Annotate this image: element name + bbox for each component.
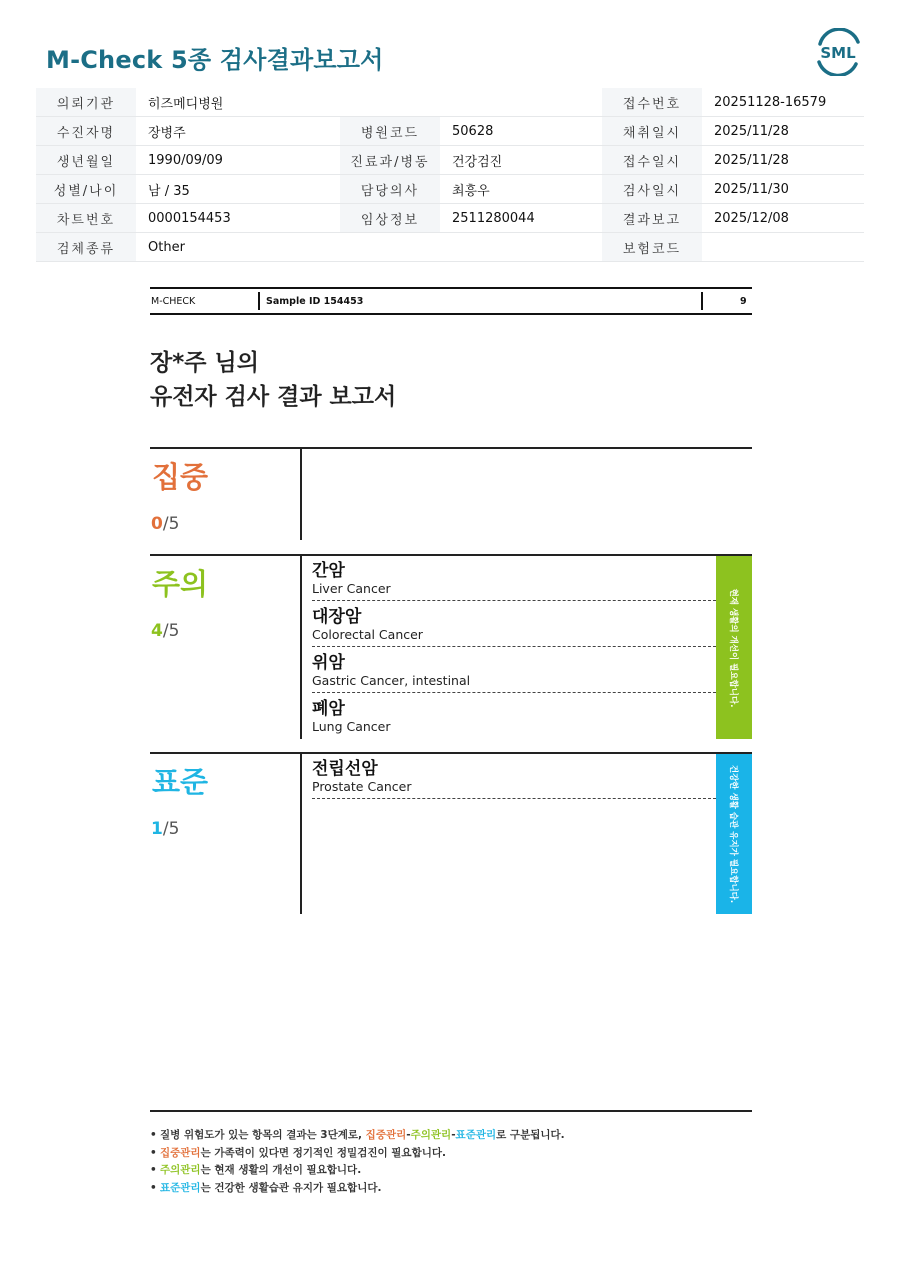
- bullet: •: [150, 1129, 157, 1141]
- value-patient-name: 장병주: [136, 117, 340, 146]
- bullet: •: [150, 1181, 157, 1194]
- item-name-en: Lung Cancer: [312, 719, 391, 734]
- label-department: 진료과/병동: [340, 146, 440, 175]
- item-name-ko: 폐암: [312, 699, 345, 719]
- value-report-date: 2025/12/08: [702, 204, 864, 233]
- item-name-ko: 위암: [312, 653, 345, 673]
- section-divider-standard: [300, 754, 302, 914]
- score-standard: [151, 819, 179, 839]
- label-clinical-info: 임상정보: [340, 204, 440, 233]
- info-row: [36, 175, 864, 204]
- section-rule-standard: [150, 752, 752, 754]
- result-item: [312, 653, 470, 689]
- item-name-en: Liver Cancer: [312, 581, 391, 596]
- label-birth-date: 생년월일: [36, 146, 136, 175]
- logo-text: SML: [820, 44, 856, 62]
- value-department: 건강검진: [440, 146, 602, 175]
- value-referring-institution: 히즈메디병원: [136, 88, 602, 117]
- value-birth-date: 1990/09/09: [136, 146, 340, 175]
- label-hospital-code: 병원코드: [340, 117, 440, 146]
- label-patient-name: 수진자명: [36, 117, 136, 146]
- label-doctor: 담당의사: [340, 175, 440, 204]
- score-count-caution: 4: [151, 621, 163, 641]
- score-total-caution: /5: [162, 621, 180, 641]
- note-caution-term: 주의관리: [410, 1129, 452, 1141]
- item-name-en: Colorectal Cancer: [312, 627, 423, 642]
- note-text: -: [451, 1129, 456, 1141]
- category-label-standard: 표준: [152, 765, 209, 799]
- note-text: -: [406, 1129, 411, 1141]
- report-title-line1: 장*주 님의: [150, 350, 259, 376]
- category-label-concentrate: 집중: [152, 460, 209, 494]
- result-item: [312, 699, 391, 735]
- standard-side-banner: [716, 754, 752, 914]
- label-insurance-code: 보험코드: [602, 233, 702, 262]
- bullet: •: [150, 1164, 157, 1176]
- value-collection-date: 2025/11/28: [702, 117, 864, 146]
- note-text: 질병 위험도가 있는 항목의 결과는 3단계로,: [160, 1129, 366, 1141]
- patient-info-table: [36, 88, 864, 262]
- note-text: 는 가족력이 있다면 정기적인 정밀검진이 필요합니다.: [200, 1146, 446, 1159]
- category-label-caution: 주의: [152, 567, 209, 601]
- value-receipt-number: 20251128-16579: [702, 88, 864, 117]
- note-line: [150, 1180, 752, 1198]
- item-name-ko: 간암: [312, 561, 345, 581]
- label-receipt-date: 접수일시: [602, 146, 702, 175]
- note-caution-term: 주의관리: [160, 1164, 201, 1176]
- note-text: 는 현재 생활의 개선이 필요합니다.: [200, 1164, 362, 1176]
- result-item: [312, 607, 423, 643]
- section-rule-concentrate: [150, 447, 752, 449]
- score-caution: [151, 621, 179, 641]
- header-divider: [258, 292, 260, 310]
- info-row: [36, 204, 864, 233]
- label-specimen-type: 검체종류: [36, 233, 136, 262]
- note-text: 로 구분됩니다.: [496, 1129, 565, 1141]
- score-count-standard: 1: [151, 819, 163, 839]
- item-name-en: Prostate Cancer: [312, 779, 412, 794]
- note-text: 는 건강한 생활습관 유지가 필요합니다.: [200, 1181, 382, 1194]
- result-item: [312, 561, 391, 597]
- header-sample-id: Sample ID 154453: [266, 296, 364, 307]
- bullet: •: [150, 1146, 157, 1159]
- header-brand: M-CHECK: [151, 296, 196, 307]
- label-referring-institution: 의뢰기관: [36, 88, 136, 117]
- note-line: [150, 1127, 752, 1145]
- header-divider: [701, 292, 703, 310]
- footer-notes: [150, 1127, 752, 1197]
- info-row: [36, 146, 864, 175]
- item-separator: [312, 600, 716, 601]
- score-total-concentrate: /5: [162, 514, 180, 534]
- score-count-concentrate: 0: [151, 514, 163, 534]
- header-top-rule: [150, 287, 752, 289]
- note-concentrate-term: 집중관리: [160, 1146, 201, 1159]
- label-chart-number: 차트번호: [36, 204, 136, 233]
- label-receipt-number: 접수번호: [602, 88, 702, 117]
- value-chart-number: 0000154453: [136, 204, 340, 233]
- item-name-ko: 전립선암: [312, 759, 378, 779]
- note-standard-term: 표준관리: [160, 1181, 201, 1194]
- sml-logo: [812, 28, 864, 76]
- note-concentrate-term: 집중관리: [365, 1129, 407, 1141]
- label-test-date: 검사일시: [602, 175, 702, 204]
- caution-side-banner: [716, 556, 752, 739]
- info-row: [36, 88, 864, 117]
- caution-side-text: 현재 생활의 개선이 필요합니다.: [728, 588, 738, 707]
- score-concentrate: [151, 514, 179, 534]
- footer-rule: [150, 1110, 752, 1112]
- item-separator: [312, 646, 716, 647]
- info-row: [36, 233, 864, 262]
- label-sex-age: 성별/나이: [36, 175, 136, 204]
- note-line: [150, 1162, 752, 1180]
- note-line: [150, 1145, 752, 1163]
- label-collection-date: 채취일시: [602, 117, 702, 146]
- item-separator: [312, 798, 716, 799]
- value-test-date: 2025/11/30: [702, 175, 864, 204]
- item-name-ko: 대장암: [312, 607, 362, 627]
- report-title: [150, 346, 396, 414]
- result-item: [312, 759, 411, 795]
- standard-side-text: 건강한 생활 습관 유지가 필요합니다.: [728, 764, 738, 904]
- value-insurance-code: [702, 233, 864, 262]
- score-total-standard: /5: [162, 819, 180, 839]
- value-hospital-code: 50628: [440, 117, 602, 146]
- item-separator: [312, 692, 716, 693]
- info-row: [36, 117, 864, 146]
- section-divider-concentrate: [300, 449, 302, 540]
- page-number: 9: [740, 296, 747, 307]
- value-doctor: 최흥우: [440, 175, 602, 204]
- note-standard-term: 표준관리: [455, 1129, 497, 1141]
- section-divider-caution: [300, 556, 302, 739]
- label-report-date: 결과보고: [602, 204, 702, 233]
- value-sex-age: 남 / 35: [136, 175, 340, 204]
- item-name-en: Gastric Cancer, intestinal: [312, 673, 471, 688]
- value-specimen-type: Other: [136, 233, 602, 262]
- value-clinical-info: 2511280044: [440, 204, 602, 233]
- section-rule-caution: [150, 554, 752, 556]
- header-bottom-rule: [150, 313, 752, 315]
- document-title: M-Check 5종 검사결과보고서: [46, 46, 384, 74]
- value-receipt-date: 2025/11/28: [702, 146, 864, 175]
- report-title-line2: 유전자 검사 결과 보고서: [150, 384, 397, 410]
